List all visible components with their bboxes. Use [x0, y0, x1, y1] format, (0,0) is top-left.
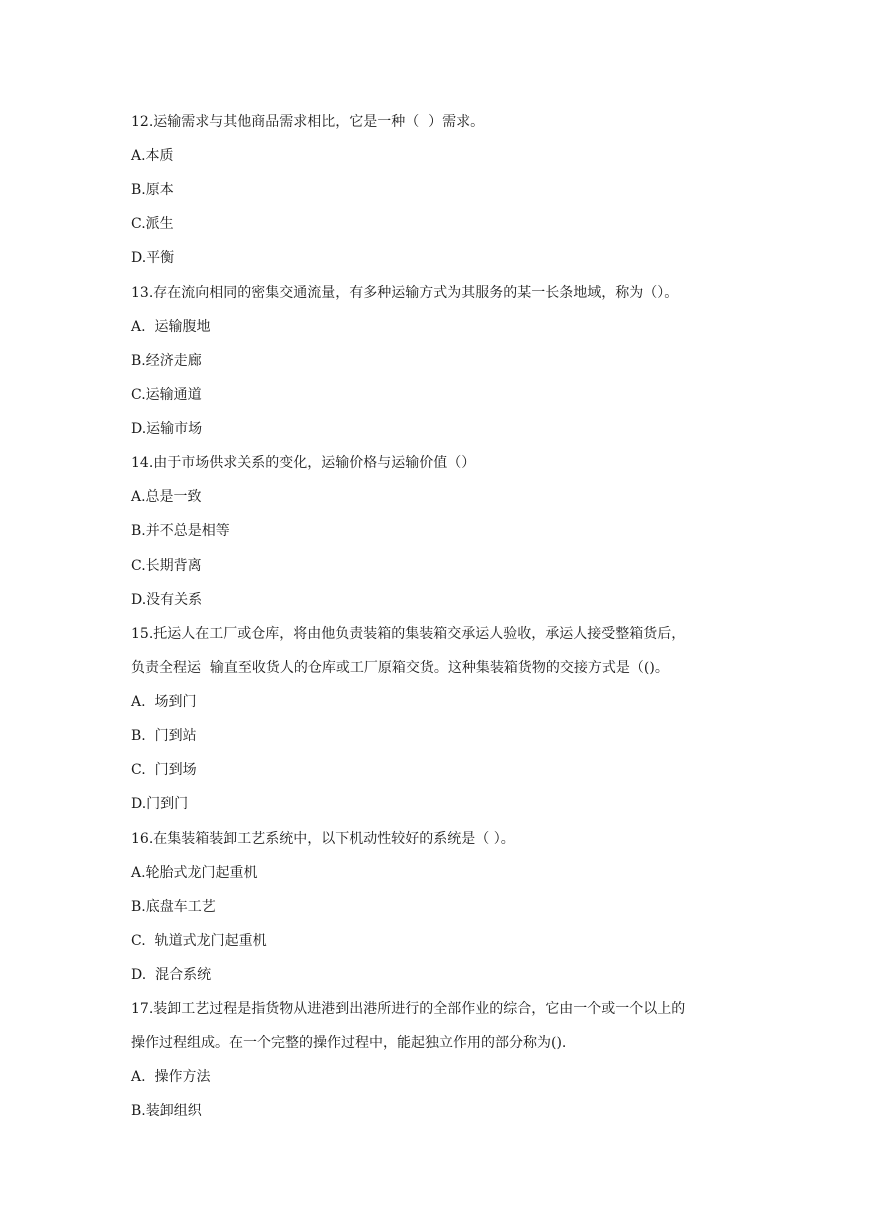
option-13-c: C.运输通道	[131, 387, 202, 403]
option-15-a: A. 场到门	[131, 694, 197, 710]
option-15-c: C. 门到场	[131, 762, 197, 778]
option-13-b: B.经济走廊	[131, 353, 202, 369]
option-12-d: D.平衡	[131, 250, 175, 266]
question-14: 14.由于市场供求关系的变化，运输价格与运输价值（）	[131, 455, 476, 471]
option-14-a: A.总是一致	[131, 489, 202, 505]
question-17-line-1: 17.装卸工艺过程是指货物从进港到出港所进行的全部作业的综合，它由一个或一个以上的	[131, 1001, 686, 1017]
question-16: 16.在集装箱装卸工艺系统中，以下机动性较好的系统是（ ）。	[131, 831, 515, 847]
option-12-b: B.原本	[131, 182, 174, 198]
question-12: 12.运输需求与其他商品需求相比，它是一种（ ）需求。	[131, 114, 485, 130]
question-15-line-1: 15.托运人在工厂或仓库，将由他负责装箱的集装箱交承运人验收，承运人接受整箱货后，	[131, 626, 686, 642]
option-12-a: A.本质	[131, 148, 174, 164]
option-16-d: D. 混合系统	[131, 967, 212, 983]
option-16-c: C. 轨道式龙门起重机	[131, 933, 267, 949]
question-13: 13.存在流向相同的密集交通流量，有多种运输方式为其服务的某一长条地域，称为（）。	[131, 285, 679, 301]
question-15-line-2: 负责全程运 输直至收货人的仓库或工厂原箱交货。这种集装箱货物的交接方式是（()。	[131, 660, 669, 676]
option-16-a: A.轮胎式龙门起重机	[131, 865, 258, 881]
option-14-d: D.没有关系	[131, 592, 203, 608]
option-12-c: C.派生	[131, 216, 174, 232]
option-14-c: C.长期背离	[131, 558, 202, 574]
question-17-line-2: 操作过程组成。在一个完整的操作过程中，能起独立作用的部分称为().	[131, 1035, 567, 1051]
option-14-b: B.并不总是相等	[131, 523, 230, 539]
option-17-b: B.装卸组织	[131, 1103, 202, 1119]
option-15-d: D.门到门	[131, 796, 189, 812]
option-15-b: B. 门到站	[131, 728, 197, 744]
option-16-b: B.底盘车工艺	[131, 899, 216, 915]
option-17-a: A. 操作方法	[131, 1069, 211, 1085]
option-13-a: A. 运输腹地	[131, 319, 211, 335]
option-13-d: D.运输市场	[131, 421, 203, 437]
